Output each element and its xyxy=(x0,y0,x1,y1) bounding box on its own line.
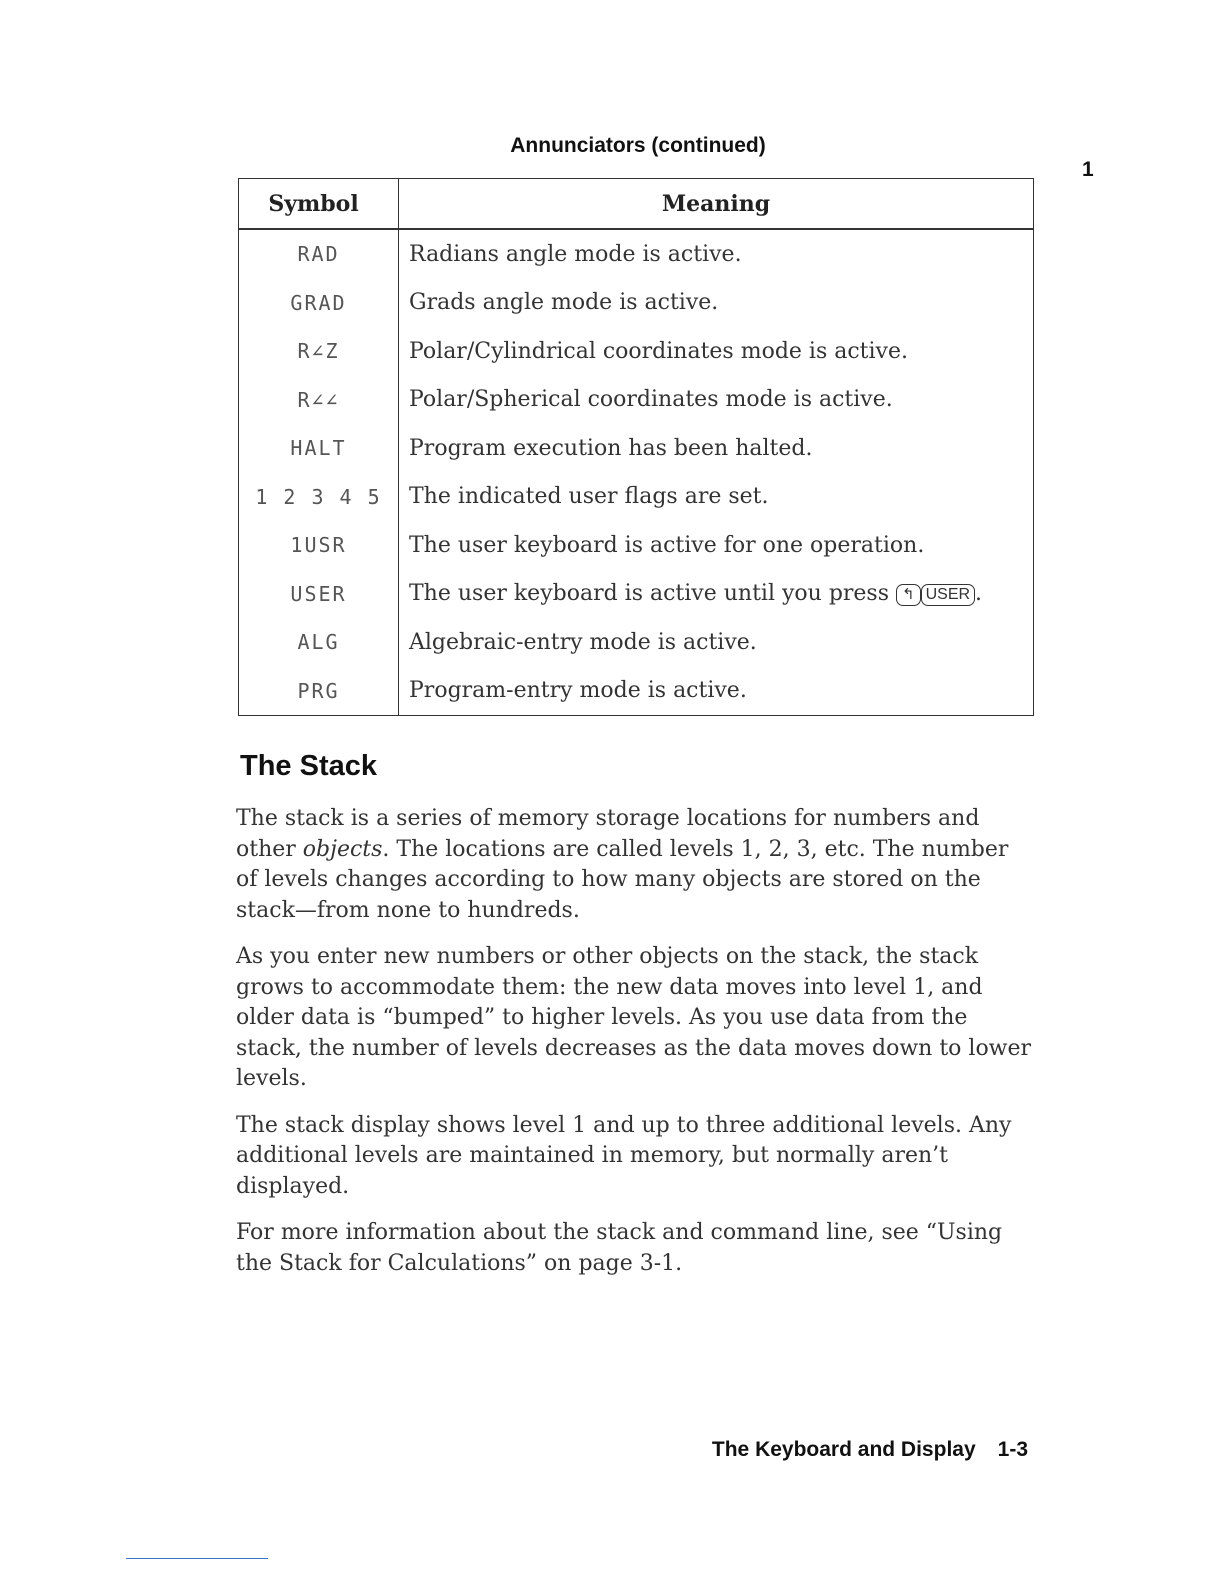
annunciator-symbol: PRG xyxy=(239,667,399,716)
paragraph-1 xyxy=(236,804,1036,926)
annunciator-meaning: Radians angle mode is active. xyxy=(409,241,742,267)
user-key: USER xyxy=(921,584,975,606)
symbol-column-header: Symbol xyxy=(239,179,399,230)
section-heading: The Stack xyxy=(240,750,377,782)
annunciators-table xyxy=(238,178,1034,716)
left-shift-key-icon: ↰ xyxy=(896,584,921,606)
paragraph-1-part-b: . The locations are called levels 1, 2, 3, etc. The number of levels changes according to how many objects are stored on the stack—from none to hundreds. xyxy=(236,836,1009,923)
paragraph-1-part-a: The stack is a series of memory storage locations for numbers and other xyxy=(236,806,980,862)
emphasis-objects: objects xyxy=(302,836,383,862)
annunciator-meaning: Polar/Cylindrical coordinates mode is active. xyxy=(409,338,908,364)
annunciator-meaning: Program execution has been halted. xyxy=(409,435,813,461)
annunciator-meaning xyxy=(399,570,1034,619)
table-row xyxy=(239,570,1034,619)
sentence-period: . xyxy=(975,581,983,607)
annunciator-symbol: 1 2 3 4 5 xyxy=(239,473,399,522)
table-row xyxy=(239,229,1034,279)
chapter-marker: 1 xyxy=(1082,158,1094,181)
annunciator-meaning: The user keyboard is active for one operation. xyxy=(409,532,925,558)
annunciator-meaning: The indicated user flags are set. xyxy=(409,484,769,510)
annunciator-symbol: R∠Z xyxy=(239,327,399,376)
annunciator-meaning: Grads angle mode is active. xyxy=(409,290,719,316)
paragraph-4: For more information about the stack and command line, see “Using the Stack for Calculations” on page 3-1. xyxy=(236,1220,1003,1276)
annunciator-symbol: R∠∠ xyxy=(239,376,399,425)
table-caption: Annunciators (continued) xyxy=(510,134,766,157)
annunciator-symbol: HALT xyxy=(239,424,399,473)
page-number: 1-3 xyxy=(997,1438,1028,1461)
paragraph-2: As you enter new numbers or other objects on the stack, the stack grows to accommodate them: the new data moves into level 1, and older data is “bumped” to higher levels. As you use data from the stack, the number of levels decreases as the data moves down to lower levels. xyxy=(236,944,1032,1091)
table-row xyxy=(239,473,1034,522)
footer-chapter-title: The Keyboard and Display xyxy=(711,1438,976,1461)
page-footer xyxy=(712,1438,1028,1462)
table-row xyxy=(239,667,1034,716)
annunciator-symbol: 1USR xyxy=(239,521,399,570)
scan-edge-line xyxy=(126,1558,268,1559)
table-row xyxy=(239,618,1034,667)
table-row xyxy=(239,376,1034,425)
meaning-text: The user keyboard is active until you press xyxy=(409,581,890,607)
paragraph-3: The stack display shows level 1 and up to three additional levels. Any additional levels are maintained in memory, but normally aren’t displayed. xyxy=(236,1112,1012,1199)
annunciator-symbol: USER xyxy=(239,570,399,619)
table-row xyxy=(239,279,1034,328)
table-row xyxy=(239,521,1034,570)
section-body xyxy=(236,804,1036,1295)
annunciator-symbol: ALG xyxy=(239,618,399,667)
annunciator-symbol: RAD xyxy=(239,229,399,279)
table-row xyxy=(239,327,1034,376)
table-row xyxy=(239,424,1034,473)
annunciator-meaning: Program-entry mode is active. xyxy=(409,678,747,704)
annunciator-meaning: Algebraic-entry mode is active. xyxy=(409,629,757,655)
meaning-column-header: Meaning xyxy=(399,179,1034,230)
table-header-row xyxy=(239,179,1034,230)
annunciator-meaning: Polar/Spherical coordinates mode is active. xyxy=(409,387,893,413)
annunciator-symbol: GRAD xyxy=(239,279,399,328)
